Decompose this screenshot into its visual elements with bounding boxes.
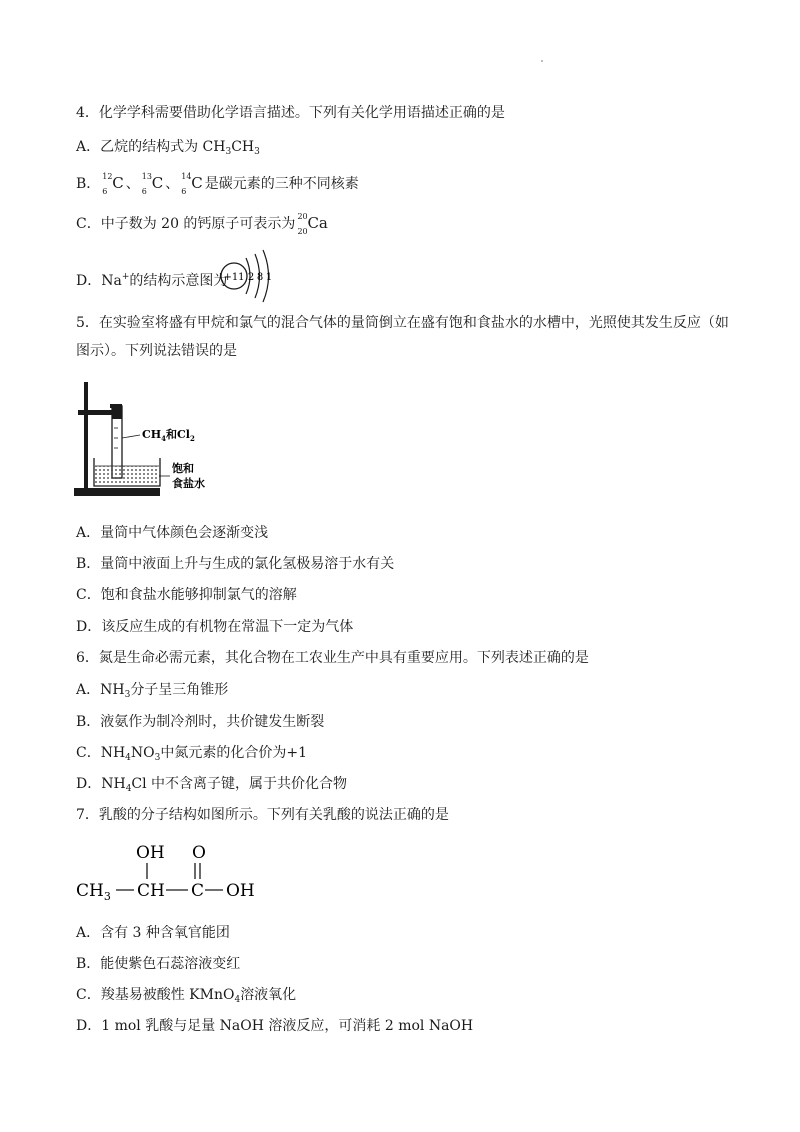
q7-option-b[interactable]: B．能使紫色石蕊溶液变红 — [76, 956, 241, 972]
q6-stem: 6．氮是生命必需元素，其化合物在工农业生产中具有重要应用。下列表述正确的是 — [76, 650, 589, 666]
hydroxyl-top-label: OH — [136, 843, 165, 863]
saline-solution — [95, 466, 159, 485]
q6-option-d[interactable]: D．$NH_4Cl$ 中不含离子键，属于共价化合物 — [76, 776, 348, 794]
lactic-acid-structure-diagram — [74, 836, 274, 906]
q7-option-c[interactable]: C．羧基易被酸性 KMnO$_4$溶液氧化 — [76, 987, 297, 1005]
q5-option-d[interactable]: D．该反应生成的有机物在常温下一定为气体 — [76, 619, 354, 635]
ch-label: CH — [137, 881, 165, 901]
nuclide-c14: 14 6 C — [181, 172, 203, 196]
q4-option-a[interactable]: A．乙烷的结构式为 $CH_3CH_3$ — [76, 139, 260, 157]
solution-label-2: 食盐水 — [172, 477, 205, 490]
gas-leader-line — [122, 435, 140, 438]
methyl-label: $CH_3$ — [76, 881, 111, 903]
nuclide-c13: 13 6 C — [141, 172, 164, 196]
shell-3-electrons: 1 — [265, 272, 273, 283]
carboxyl-c-label: C — [191, 881, 205, 901]
q4-option-b[interactable]: B． 12 6 C 、 13 6 C 、 14 6 C 是碳元素的三种不同核素 — [76, 172, 359, 196]
q6-option-b[interactable]: B．液氨作为制冷剂时，共价键发生断裂 — [76, 714, 325, 730]
q5-option-a[interactable]: A．量筒中气体颜色会逐渐变浅 — [76, 525, 269, 541]
q7-option-a[interactable]: A．含有 3 种含氧官能团 — [76, 925, 230, 941]
q5-option-b[interactable]: B．量筒中液面上升与生成的氯化氢极易溶于水有关 — [76, 556, 395, 572]
shell-2-electrons: 8 — [256, 272, 264, 283]
q6-option-c[interactable]: C．$NH_4NO_3$中氮元素的化合价为+1 — [76, 745, 308, 763]
nuclide-ca: 20 20 Ca — [297, 212, 328, 236]
stand-rod — [84, 382, 88, 490]
na-ion-structure-diagram — [218, 248, 278, 306]
q4-option-c[interactable]: C．中子数为 20 的钙原子可表示为 20 20 Ca — [76, 212, 328, 236]
gas-label: $CH_4$和$Cl_2$ — [142, 428, 195, 443]
q7-option-d[interactable]: D．1 mol 乳酸与足量 NaOH 溶液反应，可消耗 2 mol NaOH — [76, 1018, 474, 1034]
nucleus-charge: +11 — [223, 272, 245, 283]
carboxyl-oh-label: OH — [226, 881, 255, 901]
page-mark — [541, 60, 543, 62]
shell-1-electrons: 2 — [247, 272, 255, 283]
q4-stem: 4．化学学科需要借助化学语言描述。下列有关化学用语描述正确的是 — [76, 105, 505, 121]
solution-label-1: 饱和 — [172, 462, 194, 475]
q5-stem-line1: 5．在实验室将盛有甲烷和氯气的混合气体的量筒倒立在盛有饱和食盐水的水槽中，光照使其发生反应（如 — [76, 315, 729, 331]
q4-option-d[interactable]: D．Na+的结构示意图为 — [76, 272, 228, 289]
experiment-apparatus-diagram — [70, 380, 220, 502]
carbonyl-o-label: O — [192, 843, 206, 863]
q5-stem-line2: 图示）。下列说法错误的是 — [76, 343, 237, 359]
q6-option-a[interactable]: A．$NH_3$分子呈三角锥形 — [76, 682, 229, 700]
nuclide-c12: 12 6 C — [102, 172, 124, 196]
q7-stem: 7．乳酸的分子结构如图所示。下列有关乳酸的说法正确的是 — [76, 807, 449, 823]
stand-base — [74, 488, 160, 496]
q5-option-c[interactable]: C．饱和食盐水能够抑制氯气的溶解 — [76, 587, 297, 603]
